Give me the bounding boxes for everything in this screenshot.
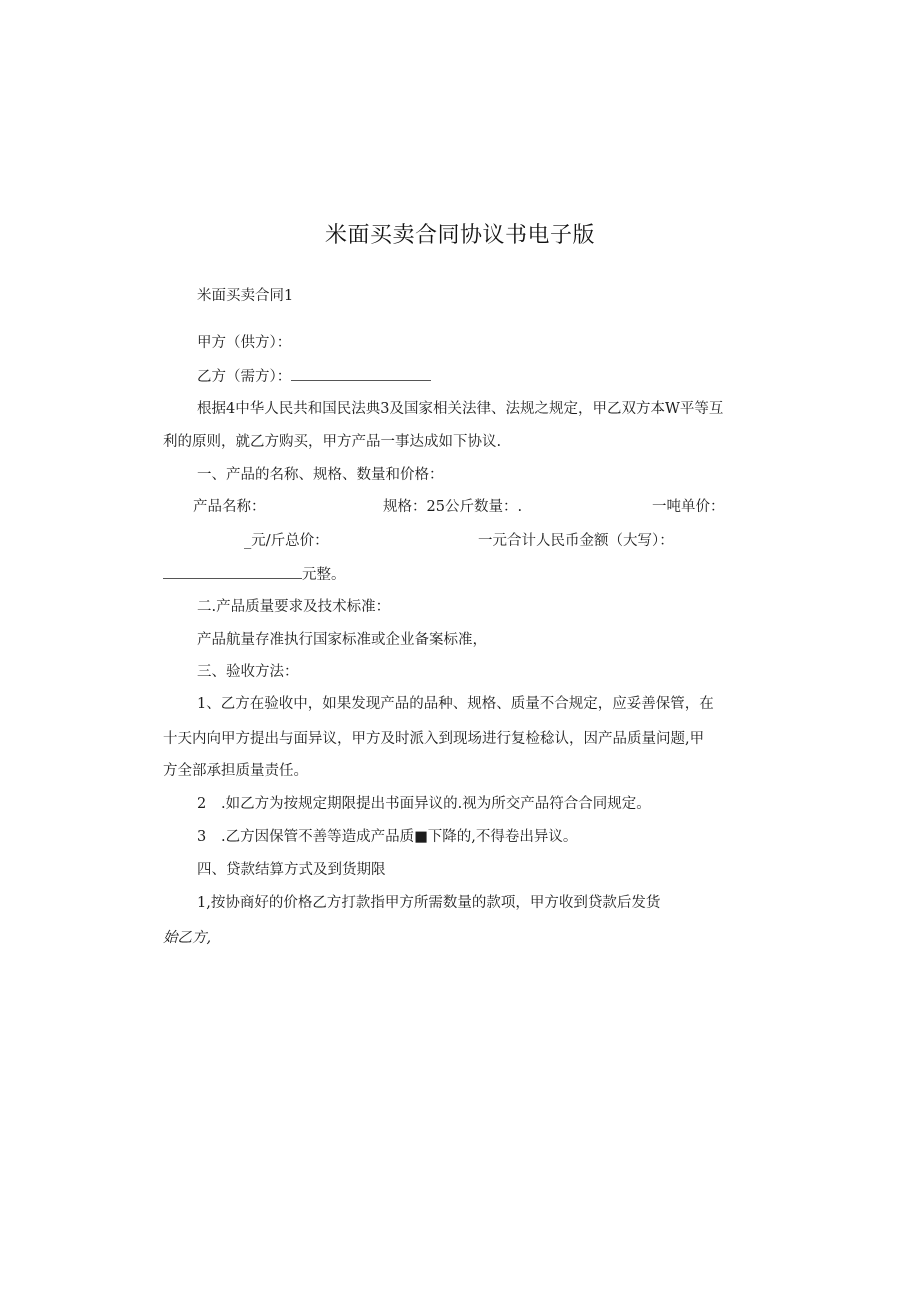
section-2-body: 产品航量存准执行国家标准或企业备案标准， xyxy=(197,632,487,648)
party-a-label: 甲方（供方）： xyxy=(197,335,292,351)
intro-line-1: 根据4中华人民共和国民法典3及国家相关法律、法规之规定，甲乙双方本W平等互 xyxy=(197,401,724,417)
party-b-label: 乙方（需方）： xyxy=(197,369,292,385)
item-1-line-1: 1、乙方在验收中，如果发现产品的品种、规格、质量不合规定，应妥善保管，在 xyxy=(197,696,714,712)
unit-price-label: _元/斤总价： xyxy=(244,533,329,549)
amount-row xyxy=(163,564,346,585)
amount-blank[interactable] xyxy=(163,564,302,579)
section-3-heading: 三、验收方法： xyxy=(197,664,299,680)
section-4-item-1: 1,按协商好的价格乙方打款指甲方所需数量的款项，甲方收到贷款后发货 xyxy=(197,895,661,911)
party-b-row xyxy=(197,366,431,387)
document-title: 米面买卖合同协议书电子版 xyxy=(324,223,595,248)
item-1-line-3: 方全部承担质量责任。 xyxy=(163,763,308,779)
intro-line-2: 利的原则，就乙方购买，甲方产品一事达成如下协议. xyxy=(163,434,502,450)
yuan-whole-label: 元整。 xyxy=(302,567,346,583)
item-1-line-2: 十天内向甲方提出与面异议，甲方及时派入到现场进行复检稔认，因产品质量问题,甲 xyxy=(163,731,705,747)
spec-quantity-label: 规格：25公斤数量：. xyxy=(383,499,523,515)
item-2-text: .如乙方为按规定期限提出书面异议的.视为所交产品符合合同规定。 xyxy=(221,796,651,812)
section-2-heading: 二.产品质量要求及技术标准： xyxy=(197,599,391,615)
ton-price-label: 一吨单价： xyxy=(652,499,725,515)
product-name-label: 产品名称： xyxy=(193,499,266,515)
item-3-number: 3 xyxy=(197,829,207,845)
item-3-text: .乙方因保管不善等造成产品质■下降的,不得卷出异议。 xyxy=(221,829,578,845)
item-2-number: 2 xyxy=(197,796,207,812)
total-rmb-label: 一元合计人民币金额（大写）： xyxy=(478,533,674,549)
party-b-blank[interactable] xyxy=(291,366,431,381)
contract-subtitle: 米面买卖合同1 xyxy=(197,288,294,304)
section-4-heading: 四、贷款结算方式及到货期限 xyxy=(197,862,386,878)
section-1-heading: 一、产品的名称、规格、数量和价格： xyxy=(197,467,444,483)
section-4-item-1-continued: 始乙方, xyxy=(163,930,212,946)
